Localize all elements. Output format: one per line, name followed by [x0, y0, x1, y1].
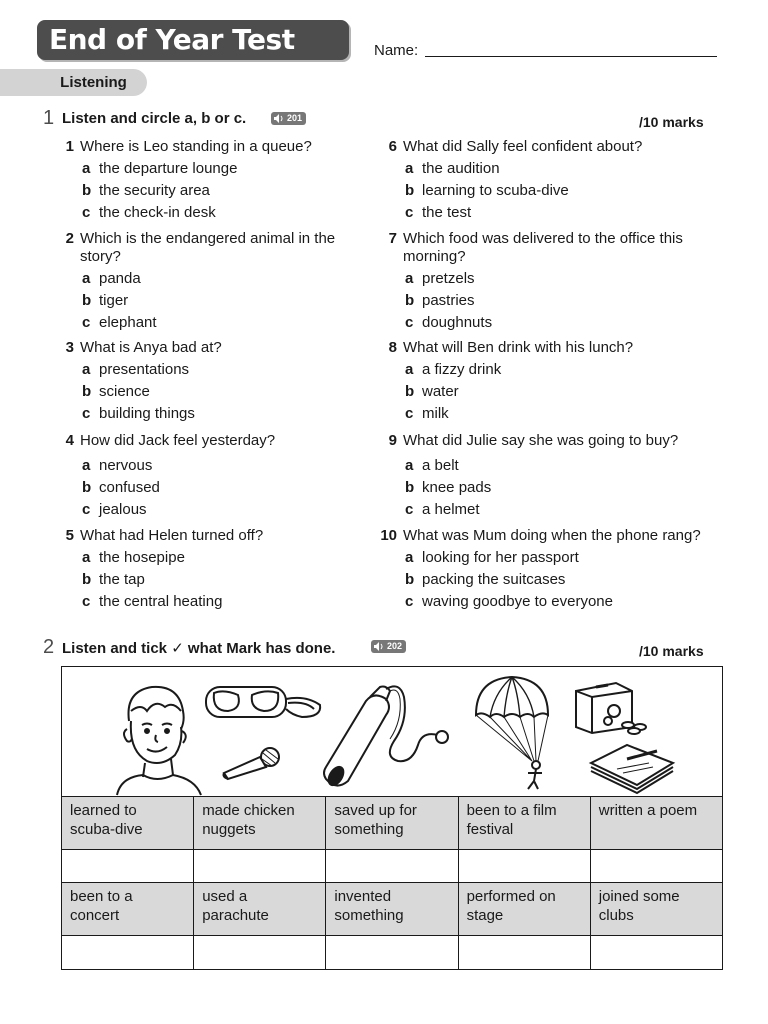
notepad-illustration	[587, 739, 677, 795]
option-c[interactable]: c a helmet	[405, 501, 480, 518]
boy-illustration	[107, 681, 207, 796]
option-a[interactable]: a the departure lounge	[82, 160, 238, 177]
question-text: Where is Leo standing in a queue?	[80, 138, 312, 155]
question-text: How did Jack feel yesterday?	[80, 432, 276, 449]
name-label: Name:	[374, 42, 419, 59]
question-9	[383, 432, 718, 519]
question-2	[60, 230, 365, 332]
option-c[interactable]: c milk	[405, 405, 449, 422]
activity-cell: used a parachute	[194, 883, 326, 936]
option-b[interactable]: b pastries	[405, 292, 475, 309]
question-text: What is Anya bad at?	[80, 339, 222, 356]
option-c[interactable]: c the central heating	[82, 593, 223, 610]
tick-box[interactable]	[590, 936, 722, 970]
option-c[interactable]: c jealous	[82, 501, 147, 518]
audio-track-number: 201	[287, 113, 303, 123]
question-text: Which is the endangered animal in the story?	[80, 230, 336, 265]
option-b[interactable]: b knee pads	[405, 479, 492, 496]
table-row	[62, 883, 723, 936]
question-text: What will Ben drink with his lunch?	[403, 339, 634, 356]
marks-label: /10 marks	[639, 114, 704, 130]
option-a[interactable]: a presentations	[82, 361, 190, 378]
question-number: 10	[380, 527, 397, 544]
question-6	[383, 138, 718, 222]
option-b[interactable]: b packing the suitcases	[405, 571, 566, 588]
activity-cell: been to a film festival	[458, 797, 590, 850]
question-text: What was Mum doing when the phone rang?	[403, 527, 701, 544]
activity-cell: saved up for something	[326, 797, 458, 850]
question-number: 1	[65, 138, 74, 155]
tick-box[interactable]	[62, 936, 194, 970]
tick-box[interactable]	[458, 850, 590, 883]
parachute-illustration	[472, 673, 552, 791]
speaker-icon	[373, 641, 385, 652]
question-1	[60, 138, 365, 222]
exercise-instruction: Listen and tick ✓ what Mark has done.	[62, 640, 336, 657]
activity-cell: been to a concert	[62, 883, 194, 936]
option-c[interactable]: c waving goodbye to everyone	[405, 593, 613, 610]
question-3	[60, 339, 365, 423]
question-number: 9	[388, 432, 397, 449]
activity-cell: learned to scuba-dive	[62, 797, 194, 850]
option-b[interactable]: b tiger	[82, 292, 129, 309]
table-row	[62, 850, 723, 883]
exercise-number: 1	[43, 107, 55, 129]
audio-track-number: 202	[387, 641, 403, 651]
exercise-instruction: Listen and circle a, b or c.	[62, 110, 247, 127]
tick-box[interactable]	[326, 850, 458, 883]
section-tab-listening: Listening	[0, 69, 147, 96]
option-b[interactable]: b water	[405, 383, 459, 400]
question-8	[383, 339, 718, 423]
option-a[interactable]: a pretzels	[405, 270, 475, 287]
option-a[interactable]: a a fizzy drink	[405, 361, 502, 378]
tick-box[interactable]	[62, 850, 194, 883]
option-c[interactable]: c building things	[82, 405, 195, 422]
question-number: 2	[65, 230, 74, 247]
option-c[interactable]: c doughnuts	[405, 314, 493, 331]
option-a[interactable]: a looking for her passport	[405, 549, 579, 566]
marks-label: /10 marks	[639, 643, 704, 659]
option-b[interactable]: b learning to scuba-dive	[405, 182, 569, 199]
question-text: What did Sally feel confident about?	[403, 138, 643, 155]
tick-box[interactable]	[590, 850, 722, 883]
question-number: 7	[388, 230, 397, 247]
option-a[interactable]: a the hosepipe	[82, 549, 185, 566]
question-number: 8	[388, 339, 397, 356]
question-5	[60, 527, 365, 611]
option-c[interactable]: c the test	[405, 204, 472, 221]
option-c[interactable]: c the check-in desk	[82, 204, 216, 221]
option-b[interactable]: b science	[82, 383, 150, 400]
tick-box[interactable]	[458, 936, 590, 970]
tick-table	[61, 796, 723, 970]
option-b[interactable]: b confused	[82, 479, 160, 496]
table-row	[62, 797, 723, 850]
option-c[interactable]: c elephant	[82, 314, 157, 331]
audio-track-badge[interactable]	[371, 640, 406, 653]
question-text: What did Julie say she was going to buy?	[403, 432, 679, 449]
question-text: Which food was delivered to the office this morning?	[403, 230, 683, 265]
speaker-icon	[273, 113, 285, 124]
question-10	[377, 527, 722, 611]
exercise-number: 2	[43, 636, 55, 658]
goggles-illustration	[202, 679, 327, 729]
question-number: 4	[65, 432, 74, 449]
tick-box[interactable]	[194, 936, 326, 970]
question-number: 3	[65, 339, 74, 356]
test-title: End of Year Test	[37, 20, 349, 60]
question-7	[383, 230, 703, 332]
option-b[interactable]: b the security area	[82, 182, 210, 199]
activity-cell: made chicken nuggets	[194, 797, 326, 850]
audio-track-badge[interactable]	[271, 112, 306, 125]
name-field[interactable]	[425, 56, 717, 57]
activity-cell: performed on stage	[458, 883, 590, 936]
activity-cell: written a poem	[590, 797, 722, 850]
microphone-illustration	[220, 745, 284, 781]
question-text: What had Helen turned off?	[80, 527, 264, 544]
activity-cell: invented something	[326, 883, 458, 936]
question-number: 6	[388, 138, 397, 155]
question-4	[60, 432, 365, 519]
activity-cell: joined some clubs	[590, 883, 722, 936]
option-a[interactable]: a nervous	[82, 457, 153, 474]
question-number: 5	[65, 527, 74, 544]
option-b[interactable]: b the tap	[82, 571, 145, 588]
money-box-illustration	[572, 675, 652, 735]
torch-illustration	[318, 681, 456, 791]
tick-box[interactable]	[194, 850, 326, 883]
tick-box[interactable]	[326, 936, 458, 970]
option-a[interactable]: a a belt	[405, 457, 459, 474]
table-row	[62, 936, 723, 970]
option-a[interactable]: a panda	[82, 270, 141, 287]
option-a[interactable]: a the audition	[405, 160, 500, 177]
picture-strip	[61, 666, 723, 796]
